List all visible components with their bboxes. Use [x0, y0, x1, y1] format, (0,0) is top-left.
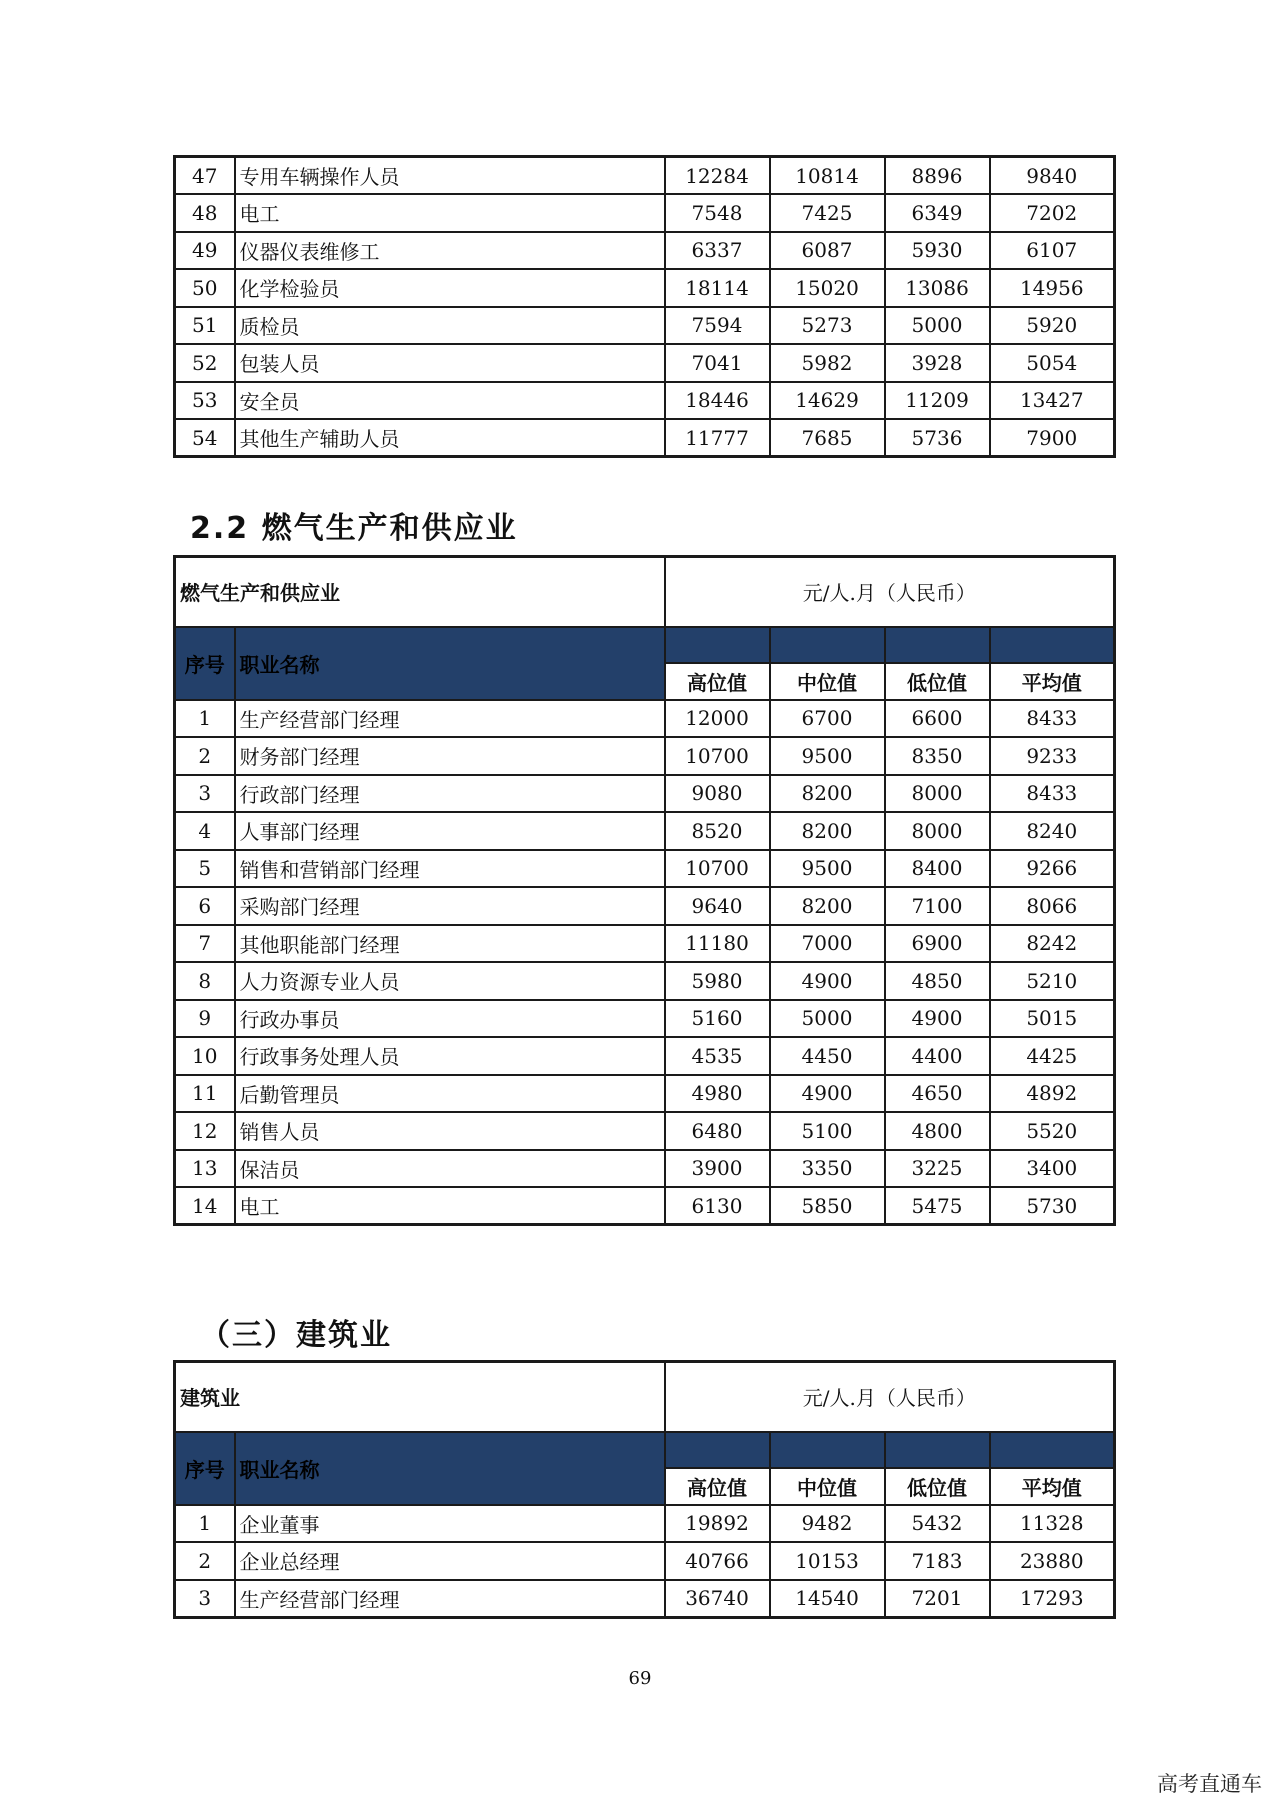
row-avg-value: 9233 [990, 737, 1115, 775]
header-low: 低位值 [885, 1468, 990, 1505]
row-avg-value: 3400 [990, 1150, 1115, 1188]
unit-label: 元/人.月（人民币） [665, 557, 1115, 627]
row-seq: 4 [175, 812, 235, 850]
row-mid-value: 10153 [770, 1542, 885, 1580]
row-seq: 2 [175, 737, 235, 775]
row-occupation: 仪器仪表维修工 [235, 232, 665, 270]
row-low-value: 4800 [885, 1112, 990, 1150]
row-high-value: 12284 [665, 157, 770, 195]
row-mid-value: 5982 [770, 344, 885, 382]
row-seq: 50 [175, 269, 235, 307]
table-row [175, 1542, 1115, 1580]
row-high-value: 8520 [665, 812, 770, 850]
row-occupation: 行政事务处理人员 [235, 1037, 665, 1075]
row-low-value: 8000 [885, 812, 990, 850]
row-occupation: 行政办事员 [235, 1000, 665, 1038]
row-avg-value: 9840 [990, 157, 1115, 195]
table-row [175, 1075, 1115, 1113]
row-occupation: 财务部门经理 [235, 737, 665, 775]
row-low-value: 8896 [885, 157, 990, 195]
header-name: 职业名称 [235, 627, 665, 700]
row-seq: 3 [175, 775, 235, 813]
row-seq: 52 [175, 344, 235, 382]
header-mid: 中位值 [770, 663, 885, 700]
row-occupation: 包装人员 [235, 344, 665, 382]
row-low-value: 13086 [885, 269, 990, 307]
row-mid-value: 8200 [770, 812, 885, 850]
row-low-value: 11209 [885, 382, 990, 420]
row-seq: 8 [175, 962, 235, 1000]
row-low-value: 6600 [885, 700, 990, 738]
row-mid-value: 15020 [770, 269, 885, 307]
header-band [990, 1432, 1115, 1468]
row-mid-value: 7425 [770, 194, 885, 232]
row-avg-value: 5015 [990, 1000, 1115, 1038]
section-heading-construction: （三）建筑业 [200, 1318, 392, 1353]
row-mid-value: 6087 [770, 232, 885, 270]
row-mid-value: 9500 [770, 850, 885, 888]
row-avg-value: 8240 [990, 812, 1115, 850]
row-seq: 2 [175, 1542, 235, 1580]
row-high-value: 3900 [665, 1150, 770, 1188]
row-low-value: 6900 [885, 925, 990, 963]
table-row [175, 194, 1115, 232]
header-avg: 平均值 [990, 663, 1115, 700]
row-high-value: 7041 [665, 344, 770, 382]
row-occupation: 销售人员 [235, 1112, 665, 1150]
row-seq: 3 [175, 1580, 235, 1618]
page-number: 69 [628, 1668, 652, 1689]
row-low-value: 4650 [885, 1075, 990, 1113]
header-high: 高位值 [665, 1468, 770, 1505]
row-occupation: 电工 [235, 194, 665, 232]
row-high-value: 9640 [665, 887, 770, 925]
table-body [175, 700, 1115, 1225]
row-mid-value: 9482 [770, 1505, 885, 1543]
header-seq: 序号 [175, 1432, 235, 1505]
table-row [175, 1037, 1115, 1075]
row-occupation: 其他职能部门经理 [235, 925, 665, 963]
row-high-value: 18114 [665, 269, 770, 307]
row-seq: 12 [175, 1112, 235, 1150]
table-row [175, 700, 1115, 738]
row-high-value: 7548 [665, 194, 770, 232]
row-low-value: 8350 [885, 737, 990, 775]
row-occupation: 采购部门经理 [235, 887, 665, 925]
row-occupation: 后勤管理员 [235, 1075, 665, 1113]
row-avg-value: 4892 [990, 1075, 1115, 1113]
row-avg-value: 7900 [990, 419, 1115, 457]
row-seq: 47 [175, 157, 235, 195]
header-name: 职业名称 [235, 1432, 665, 1505]
row-high-value: 11180 [665, 925, 770, 963]
row-low-value: 8400 [885, 850, 990, 888]
row-high-value: 6480 [665, 1112, 770, 1150]
row-avg-value: 9266 [990, 850, 1115, 888]
row-high-value: 40766 [665, 1542, 770, 1580]
table-caption: 燃气生产和供应业 [175, 557, 665, 627]
row-mid-value: 4900 [770, 962, 885, 1000]
row-low-value: 7100 [885, 887, 990, 925]
row-mid-value: 8200 [770, 887, 885, 925]
row-seq: 11 [175, 1075, 235, 1113]
header-band [885, 1432, 990, 1468]
row-avg-value: 5210 [990, 962, 1115, 1000]
table-row [175, 1580, 1115, 1618]
row-mid-value: 4450 [770, 1037, 885, 1075]
table-row [175, 344, 1115, 382]
row-mid-value: 7685 [770, 419, 885, 457]
table-row [175, 1112, 1115, 1150]
row-seq: 51 [175, 307, 235, 345]
row-seq: 5 [175, 850, 235, 888]
row-mid-value: 3350 [770, 1150, 885, 1188]
row-seq: 6 [175, 887, 235, 925]
row-seq: 9 [175, 1000, 235, 1038]
row-mid-value: 7000 [770, 925, 885, 963]
row-occupation: 专用车辆操作人员 [235, 157, 665, 195]
table-row [175, 232, 1115, 270]
row-occupation: 质检员 [235, 307, 665, 345]
row-high-value: 10700 [665, 850, 770, 888]
row-low-value: 7201 [885, 1580, 990, 1618]
watermark-text: 高考直通车 [1157, 1772, 1262, 1796]
table-row [175, 812, 1115, 850]
row-mid-value: 5850 [770, 1187, 885, 1225]
table-row [175, 382, 1115, 420]
row-mid-value: 14629 [770, 382, 885, 420]
header-mid: 中位值 [770, 1468, 885, 1505]
header-band [885, 627, 990, 663]
row-occupation: 企业董事 [235, 1505, 665, 1543]
row-seq: 10 [175, 1037, 235, 1075]
row-low-value: 7183 [885, 1542, 990, 1580]
row-occupation: 生产经营部门经理 [235, 700, 665, 738]
row-high-value: 18446 [665, 382, 770, 420]
row-avg-value: 23880 [990, 1542, 1115, 1580]
unit-label: 元/人.月（人民币） [665, 1362, 1115, 1432]
header-low: 低位值 [885, 663, 990, 700]
table-body [175, 157, 1115, 457]
row-mid-value: 6700 [770, 700, 885, 738]
row-occupation: 保洁员 [235, 1150, 665, 1188]
row-high-value: 36740 [665, 1580, 770, 1618]
row-mid-value: 9500 [770, 737, 885, 775]
row-low-value: 4400 [885, 1037, 990, 1075]
table-row [175, 1187, 1115, 1225]
row-seq: 48 [175, 194, 235, 232]
table-row [175, 887, 1115, 925]
row-high-value: 11777 [665, 419, 770, 457]
row-low-value: 5432 [885, 1505, 990, 1543]
row-avg-value: 5730 [990, 1187, 1115, 1225]
row-avg-value: 11328 [990, 1505, 1115, 1543]
section-heading-gas: 2.2 燃气生产和供应业 [190, 511, 518, 546]
row-high-value: 5160 [665, 1000, 770, 1038]
row-occupation: 化学检验员 [235, 269, 665, 307]
row-occupation: 人事部门经理 [235, 812, 665, 850]
table-row [175, 737, 1115, 775]
row-low-value: 4850 [885, 962, 990, 1000]
salary-table-continued [173, 155, 1116, 458]
salary-table-construction [173, 1360, 1116, 1619]
row-low-value: 4900 [885, 1000, 990, 1038]
row-avg-value: 7202 [990, 194, 1115, 232]
row-avg-value: 13427 [990, 382, 1115, 420]
salary-table-gas [173, 555, 1116, 1226]
row-mid-value: 8200 [770, 775, 885, 813]
row-occupation: 行政部门经理 [235, 775, 665, 813]
row-seq: 1 [175, 700, 235, 738]
table-row [175, 925, 1115, 963]
row-seq: 49 [175, 232, 235, 270]
row-seq: 13 [175, 1150, 235, 1188]
row-occupation: 企业总经理 [235, 1542, 665, 1580]
table-row [175, 850, 1115, 888]
row-occupation: 销售和营销部门经理 [235, 850, 665, 888]
row-high-value: 4535 [665, 1037, 770, 1075]
row-high-value: 4980 [665, 1075, 770, 1113]
row-mid-value: 4900 [770, 1075, 885, 1113]
row-high-value: 19892 [665, 1505, 770, 1543]
row-occupation: 安全员 [235, 382, 665, 420]
row-low-value: 5736 [885, 419, 990, 457]
row-seq: 7 [175, 925, 235, 963]
table-row [175, 1505, 1115, 1543]
row-occupation: 其他生产辅助人员 [235, 419, 665, 457]
table-row [175, 1000, 1115, 1038]
row-seq: 54 [175, 419, 235, 457]
row-high-value: 12000 [665, 700, 770, 738]
row-mid-value: 14540 [770, 1580, 885, 1618]
row-avg-value: 8066 [990, 887, 1115, 925]
table-body [175, 1505, 1115, 1618]
row-avg-value: 5920 [990, 307, 1115, 345]
row-avg-value: 5054 [990, 344, 1115, 382]
table-row [175, 775, 1115, 813]
row-mid-value: 5100 [770, 1112, 885, 1150]
row-mid-value: 10814 [770, 157, 885, 195]
table-row [175, 307, 1115, 345]
row-occupation: 生产经营部门经理 [235, 1580, 665, 1618]
row-seq: 1 [175, 1505, 235, 1543]
table-row [175, 962, 1115, 1000]
table-row [175, 157, 1115, 195]
table-caption: 建筑业 [175, 1362, 665, 1432]
row-avg-value: 14956 [990, 269, 1115, 307]
row-mid-value: 5000 [770, 1000, 885, 1038]
row-avg-value: 8433 [990, 700, 1115, 738]
row-high-value: 6130 [665, 1187, 770, 1225]
row-high-value: 5980 [665, 962, 770, 1000]
row-low-value: 8000 [885, 775, 990, 813]
row-avg-value: 8433 [990, 775, 1115, 813]
row-avg-value: 4425 [990, 1037, 1115, 1075]
header-band [665, 627, 770, 663]
header-band [770, 1432, 885, 1468]
row-high-value: 10700 [665, 737, 770, 775]
row-low-value: 3225 [885, 1150, 990, 1188]
row-mid-value: 5273 [770, 307, 885, 345]
table-row [175, 1150, 1115, 1188]
row-avg-value: 5520 [990, 1112, 1115, 1150]
row-seq: 14 [175, 1187, 235, 1225]
header-band [665, 1432, 770, 1468]
row-low-value: 5475 [885, 1187, 990, 1225]
header-band [990, 627, 1115, 663]
header-seq: 序号 [175, 627, 235, 700]
row-occupation: 人力资源专业人员 [235, 962, 665, 1000]
table-row [175, 269, 1115, 307]
row-avg-value: 8242 [990, 925, 1115, 963]
row-high-value: 7594 [665, 307, 770, 345]
row-occupation: 电工 [235, 1187, 665, 1225]
row-high-value: 6337 [665, 232, 770, 270]
header-avg: 平均值 [990, 1468, 1115, 1505]
row-high-value: 9080 [665, 775, 770, 813]
table-row [175, 419, 1115, 457]
row-avg-value: 17293 [990, 1580, 1115, 1618]
row-avg-value: 6107 [990, 232, 1115, 270]
row-low-value: 5000 [885, 307, 990, 345]
header-high: 高位值 [665, 663, 770, 700]
header-band [770, 627, 885, 663]
row-low-value: 6349 [885, 194, 990, 232]
row-seq: 53 [175, 382, 235, 420]
row-low-value: 5930 [885, 232, 990, 270]
row-low-value: 3928 [885, 344, 990, 382]
